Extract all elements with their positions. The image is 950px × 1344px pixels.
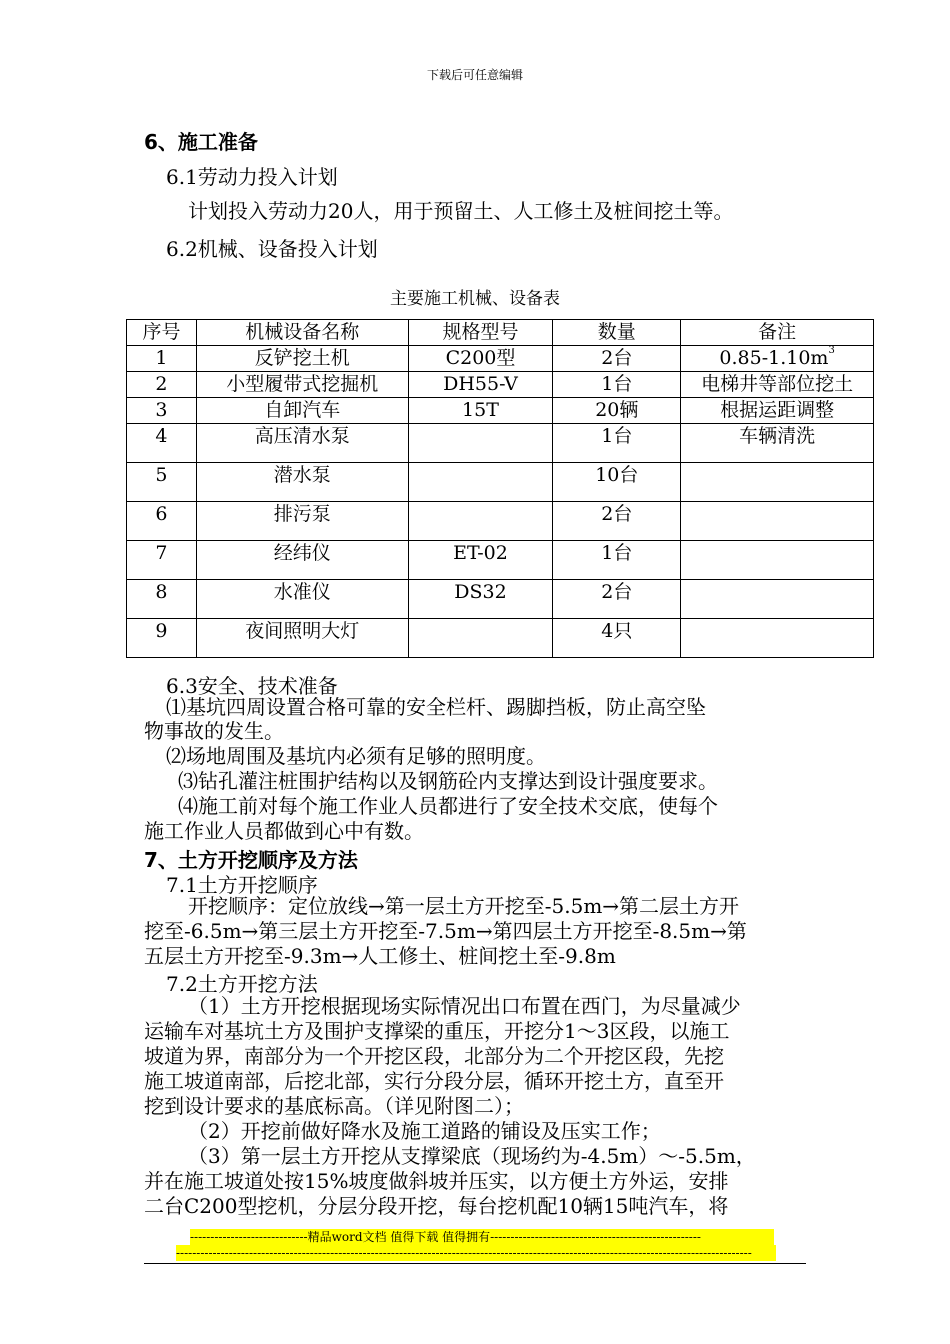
footer-banner-line-2: ----------------------------------------------------------------------------------------------------------------------------------------------	[176, 1245, 776, 1261]
cell-no: 4	[127, 424, 197, 463]
header-note: 下载后可任意编辑	[426, 68, 523, 82]
cell-no: 5	[127, 463, 197, 502]
cell-note	[681, 541, 874, 580]
cell-qty: 2台	[553, 580, 681, 619]
cell-name: 经纬仪	[196, 541, 408, 580]
cell-note	[681, 346, 874, 372]
section-7-2-title: 7.2土方开挖方法	[166, 972, 318, 996]
header-spec: 规格型号	[408, 320, 553, 346]
cell-name: 自卸汽车	[196, 398, 408, 424]
cell-spec: ET-02	[408, 541, 553, 580]
table-row	[127, 541, 874, 580]
cell-note	[681, 502, 874, 541]
table-row	[127, 619, 874, 658]
safety-item-4-line-1: ⑷施工前对每个施工作业人员都进行了安全技术交底，使每个	[178, 794, 718, 818]
cell-no: 1	[127, 346, 197, 372]
table-row	[127, 463, 874, 502]
cell-spec	[408, 502, 553, 541]
table-row	[127, 372, 874, 398]
header-name: 机械设备名称	[196, 320, 408, 346]
cell-name: 反铲挖土机	[196, 346, 408, 372]
method-p1-line-1: （1）土方开挖根据现场实际情况出口布置在西门，为尽量减少	[188, 994, 741, 1018]
table-row	[127, 346, 874, 372]
cell-name: 小型履带式挖掘机	[196, 372, 408, 398]
cell-name: 水准仪	[196, 580, 408, 619]
section-6-1-title: 6.1劳动力投入计划	[166, 165, 338, 189]
method-p1-line-5: 挖到设计要求的基底标高。（详见附图二）；	[144, 1094, 524, 1118]
safety-item-4-line-2: 施工作业人员都做到心中有数。	[144, 819, 424, 843]
cell-qty: 1台	[553, 424, 681, 463]
header-note: 备注	[681, 320, 874, 346]
footer-rule	[144, 1263, 806, 1264]
cell-spec: C200型	[408, 346, 553, 372]
cell-spec: 15T	[408, 398, 553, 424]
cell-no: 7	[127, 541, 197, 580]
cell-qty: 2台	[553, 502, 681, 541]
header-qty: 数量	[553, 320, 681, 346]
cell-note	[681, 619, 874, 658]
method-p3-line-2: 并在施工坡道处按15%坡度做斜坡并压实，以方便土方外运，安排	[144, 1169, 729, 1193]
table-row	[127, 398, 874, 424]
cell-note: 电梯井等部位挖土	[681, 372, 874, 398]
cell-no: 8	[127, 580, 197, 619]
section-6-2-title: 6.2机械、设备投入计划	[166, 237, 378, 261]
method-p1-line-3: 坡道为界，南部分为一个开挖区段，北部分为二个开挖区段，先挖	[144, 1044, 724, 1068]
cell-name: 排污泵	[196, 502, 408, 541]
cell-spec	[408, 463, 553, 502]
cell-spec: DH55-V	[408, 372, 553, 398]
section-6-3-title: 6.3安全、技术准备	[166, 674, 338, 698]
method-p2: （2）开挖前做好降水及施工道路的铺设及压实工作；	[188, 1119, 661, 1143]
note-text: 0.85-1.10m	[719, 347, 829, 369]
cell-no: 6	[127, 502, 197, 541]
method-p3-line-3: 二台C200型挖机，分层分段开挖，每台挖机配10辆15吨汽车，将	[144, 1194, 729, 1218]
safety-item-1-line-1: ⑴基坑四周设置合格可靠的安全栏杆、踢脚挡板，防止高空坠	[166, 695, 706, 719]
table-header-row	[127, 320, 874, 346]
section-7-1-title: 7.1土方开挖顺序	[166, 873, 318, 897]
section-6-title: 6、施工准备	[144, 130, 258, 154]
safety-item-2: ⑵场地周围及基坑内必须有足够的照明度。	[166, 744, 546, 768]
method-p1-line-2: 运输车对基坑土方及围护支撑梁的重压，开挖分1～3区段，以施工	[144, 1019, 730, 1043]
cell-qty: 10台	[553, 463, 681, 502]
header-no: 序号	[127, 320, 197, 346]
section-7-title: 7、土方开挖顺序及方法	[144, 848, 358, 872]
method-p1-line-4: 施工坡道南部，后挖北部，实行分段分层，循环开挖土方，直至开	[144, 1069, 724, 1093]
footer-banner-line-1: -----------------------------精品word文档 值得下载 值得拥有----------------------------------------------------	[190, 1229, 774, 1245]
section-6-1-text: 计划投入劳动力20人，用于预留土、人工修土及桩间挖土等。	[188, 199, 734, 223]
cell-qty: 4只	[553, 619, 681, 658]
equipment-table	[126, 319, 874, 658]
table-caption: 主要施工机械、设备表	[390, 289, 560, 309]
sequence-line-3: 五层土方开挖至-9.3m→人工修土、桩间挖土至-9.8m	[144, 944, 616, 968]
cell-spec	[408, 424, 553, 463]
table-row	[127, 502, 874, 541]
table-row	[127, 424, 874, 463]
cell-name: 潜水泵	[196, 463, 408, 502]
cell-name: 夜间照明大灯	[196, 619, 408, 658]
cell-note: 车辆清洗	[681, 424, 874, 463]
cell-no: 2	[127, 372, 197, 398]
cell-qty: 1台	[553, 372, 681, 398]
note-superscript: 3	[828, 345, 835, 356]
cell-note: 根据运距调整	[681, 398, 874, 424]
cell-no: 3	[127, 398, 197, 424]
cell-spec	[408, 619, 553, 658]
safety-item-1-line-2: 物事故的发生。	[144, 719, 284, 743]
cell-qty: 20辆	[553, 398, 681, 424]
sequence-line-1: 开挖顺序：定位放线→第一层土方开挖至-5.5m→第二层土方开	[188, 894, 740, 918]
sequence-line-2: 挖至-6.5m→第三层土方开挖至-7.5m→第四层土方开挖至-8.5m→第	[144, 919, 747, 943]
method-p3-line-1: （3）第一层土方开挖从支撑梁底（现场约为-4.5m）～-5.5m，	[188, 1144, 756, 1168]
cell-qty: 2台	[553, 346, 681, 372]
cell-no: 9	[127, 619, 197, 658]
cell-name: 高压清水泵	[196, 424, 408, 463]
safety-item-3: ⑶钻孔灌注桩围护结构以及钢筋砼内支撑达到设计强度要求。	[178, 769, 718, 793]
cell-spec: DS32	[408, 580, 553, 619]
cell-qty: 1台	[553, 541, 681, 580]
table-row	[127, 580, 874, 619]
cell-note	[681, 580, 874, 619]
cell-note	[681, 463, 874, 502]
